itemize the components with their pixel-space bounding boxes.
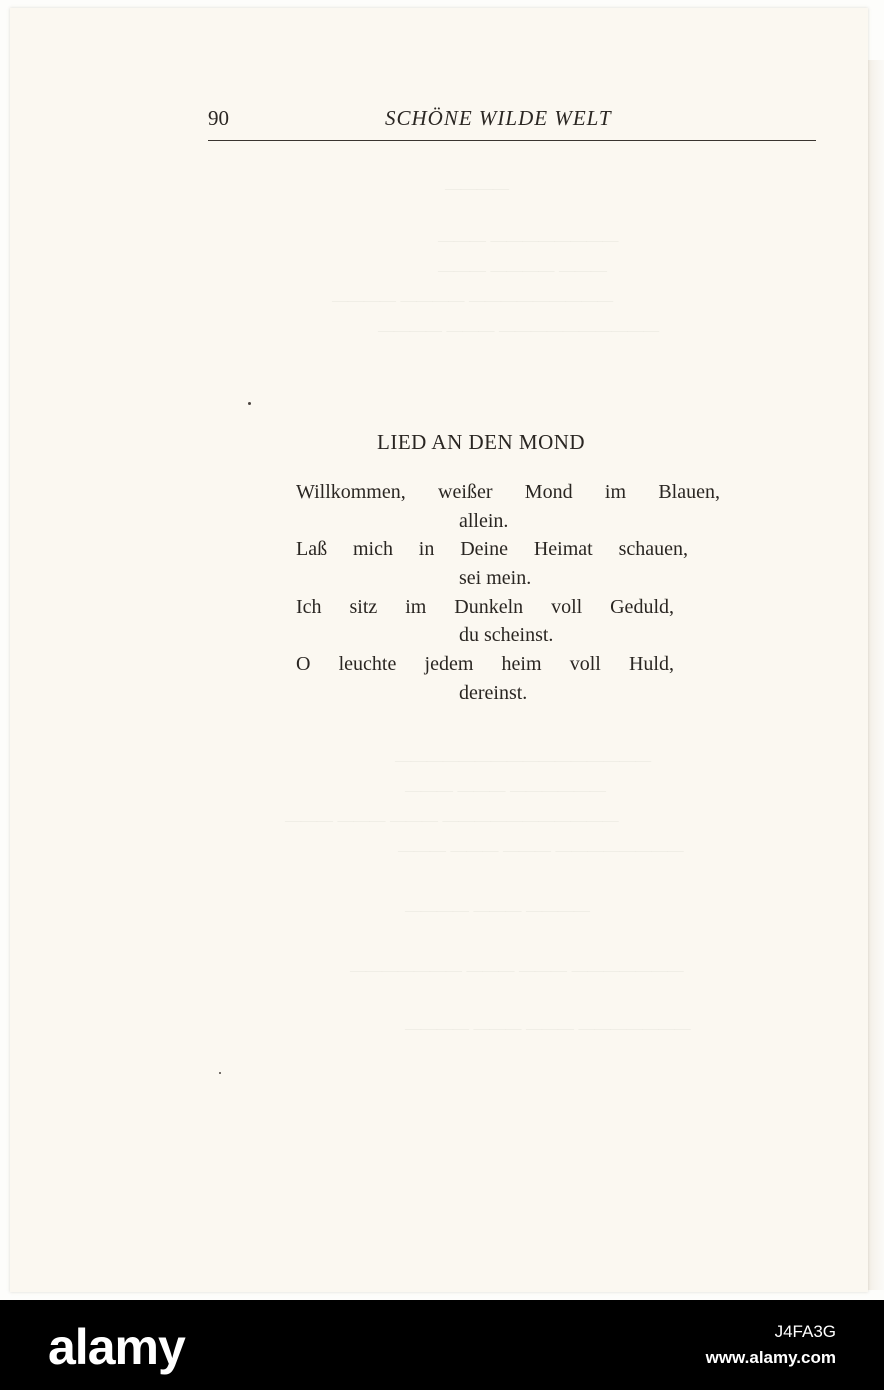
paper-speck xyxy=(248,402,251,405)
poem-line: Laß mich in Deine Heimat schauen, xyxy=(296,538,688,561)
poem-title: LIED AN DEN MOND xyxy=(377,430,586,454)
show-through-text: ———————————————— xyxy=(395,750,652,770)
running-title: SCHÖNE WILDE WELT xyxy=(385,106,612,130)
poem-line: dereinst. xyxy=(459,681,528,704)
poem-line: du scheinst. xyxy=(459,624,554,647)
show-through-text: ———— ——— ———— xyxy=(405,900,591,920)
page-number: 90 xyxy=(208,106,229,130)
watermark-url: www.alamy.com xyxy=(705,1348,836,1367)
poem-line: allein. xyxy=(459,509,509,532)
poem-line: O leuchte jedem heim voll Huld, xyxy=(296,653,674,676)
show-through-text: ——— ———— ——— xyxy=(438,260,608,280)
poem-body xyxy=(296,478,726,708)
show-through-text: ———— ——— ——— ——————— xyxy=(405,1018,691,1038)
alamy-logo: alamy xyxy=(48,1319,185,1375)
show-through-text: ——— ———————— xyxy=(438,230,619,250)
poem-line: sei mein. xyxy=(459,567,532,590)
poem-line: Willkommen, weißer Mond im Blauen, xyxy=(296,481,720,503)
show-through-text: ———— ——— —————————— xyxy=(378,320,660,340)
paper-speck xyxy=(219,1072,221,1074)
show-through-text: ——— ——— ——— ———————— xyxy=(398,840,684,860)
watermark-bar xyxy=(0,1300,884,1390)
show-through-text: ———— ———— ————————— xyxy=(332,290,614,310)
header-rule xyxy=(208,140,816,141)
show-through-text: ——— ——— ——— ——————————— xyxy=(285,810,619,830)
poem-line: Ich sitz im Dunkeln voll Geduld, xyxy=(296,595,674,618)
show-through-text: ——— ——— —————— xyxy=(405,780,607,800)
running-head xyxy=(208,104,816,140)
show-through-text: ———— xyxy=(445,178,510,198)
show-through-text: ——————— ——— ——— ——————— xyxy=(350,960,684,980)
image-id: J4FA3G xyxy=(774,1322,836,1341)
